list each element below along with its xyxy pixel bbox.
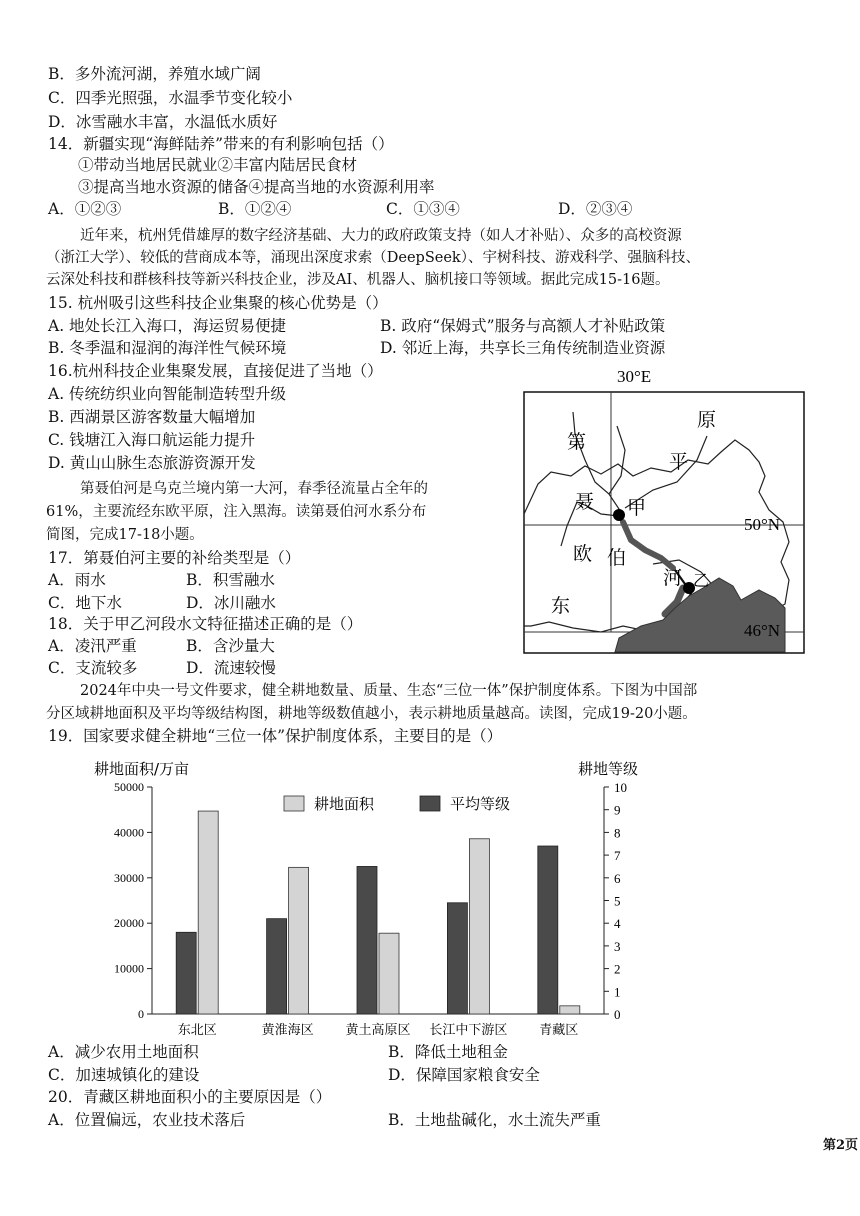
x-tick-label: 长江中下游区 [429, 1023, 508, 1038]
q16-option-a: A. 传统纺织业向智能制造转型升级 [48, 385, 287, 403]
chart-ylabel: 耕地面积/万亩 [94, 760, 190, 778]
legend-label-grade: 平均等级 [450, 795, 511, 813]
y2-tick-label: 6 [614, 870, 621, 886]
q13-option-c: C．四季光照强，水温季节变化较小 [48, 89, 293, 107]
q17-stem: 17．第聂伯河主要的补给类型是（） [48, 549, 301, 567]
char-yi: 乙 [693, 571, 710, 590]
q17-option-c: C．地下水 [48, 594, 122, 612]
passage-dn-line3: 简图，完成17-18小题。 [46, 527, 204, 543]
q18-option-a: A．凌汛严重 [48, 637, 137, 655]
q17-option-d: D．冰川融水 [186, 594, 276, 612]
legend-swatch-grade [420, 796, 440, 811]
passage-dn-line2: 61%，主要流经东欧平原，注入黑海。读第聂伯河水系分布 [46, 504, 427, 520]
q20-stem: 20．青藏区耕地面积小的主要原因是（） [48, 1088, 332, 1106]
q14-stem: 14．新疆实现“海鲜陆养”带来的有利影响包括（） [48, 135, 394, 153]
q14-option-c: C．①③④ [386, 200, 460, 218]
char-ping: 平 [669, 451, 689, 473]
q15-stem: 15. 杭州吸引这些科技企业集聚的核心优势是（） [48, 294, 388, 312]
char-di: 第 [567, 431, 587, 453]
bar-area [379, 933, 399, 1014]
y2-tick-label: 3 [614, 938, 621, 954]
bar-grade [176, 932, 196, 1014]
q17-option-a: A．雨水 [48, 571, 106, 589]
q19-option-b: B．降低土地租金 [388, 1043, 508, 1061]
passage-farm-line2: 分区域耕地面积及平均等级结构图，耕地等级数值越小，表示耕地质量越高。读图，完成19-20小题。 [46, 706, 697, 722]
dnieper-river-map [523, 364, 805, 654]
q14-option-a: A．①②③ [48, 200, 122, 218]
q20-option-a: A．位置偏远，农业技术落后 [48, 1111, 246, 1129]
y-tick-label: 10000 [114, 961, 144, 976]
chart-y2label: 耕地等级 [578, 760, 639, 778]
q19-option-c: C．加速城镇化的建设 [48, 1066, 200, 1084]
char-jia: 甲 [627, 497, 647, 519]
x-tick-label: 黄土高原区 [345, 1023, 411, 1038]
q14-items-line1: ①带动当地居民就业②丰富内陆居民食材 [78, 156, 358, 174]
page-number: 第2页 [822, 1138, 858, 1153]
char-ou: 欧 [573, 543, 593, 565]
q19-option-d: D．保障国家粮食安全 [388, 1066, 540, 1084]
farmland-chart [48, 752, 660, 1052]
bar-area [469, 839, 489, 1014]
point-jia [613, 509, 625, 521]
bar-grade [357, 866, 377, 1014]
q14-option-d: D．②③④ [558, 200, 633, 218]
x-tick-label: 黄淮海区 [261, 1023, 314, 1038]
y2-tick-label: 0 [614, 1007, 621, 1022]
q18-option-b: B．含沙量大 [186, 637, 275, 655]
passage-dn-line1: 第聂伯河是乌克兰境内第一大河，春季径流量占全年的 [80, 481, 428, 497]
y-tick-label: 50000 [114, 780, 144, 794]
q17-option-b: B．积雪融水 [186, 571, 275, 589]
lat-46n-label: 46°N [744, 621, 781, 640]
bar-area [289, 867, 309, 1014]
passage-hz-line3: 云深处科技和群核科技等新兴科技企业，涉及AI、机器人、脑机接口等领域。据此完成15-16题。 [46, 272, 670, 288]
q20-option-b: B．土地盐碱化，水土流失严重 [388, 1111, 601, 1129]
y2-tick-label: 9 [614, 802, 621, 818]
q15-option-b: B. 政府“保姆式”服务与高额人才补贴政策 [380, 317, 666, 335]
y2-tick-label: 1 [614, 984, 621, 1000]
bar-grade [538, 846, 558, 1014]
y2-tick-label: 8 [614, 825, 621, 841]
bar-area [198, 811, 218, 1014]
q18-option-d: D．流速较慢 [186, 659, 276, 677]
char-dong: 东 [551, 595, 571, 617]
q13-option-d: D．冰雪融水丰富，水温低水质好 [48, 113, 278, 131]
q16-option-c: C. 钱塘江入海口航运能力提升 [48, 431, 256, 449]
y2-tick-label: 5 [614, 893, 621, 909]
char-nie: 聂 [575, 491, 595, 513]
y-tick-label: 40000 [114, 825, 144, 840]
q15-option-a: A. 地处长江入海口，海运贸易便捷 [48, 317, 287, 335]
q19-option-a: A．减少农用土地面积 [48, 1043, 199, 1061]
passage-farm-line1: 2024年中央一号文件要求，健全耕地数量、质量、生态“三位一体”保护制度体系。下图为中国部 [80, 683, 698, 699]
q16-option-b: B. 西湖景区游客数量大幅增加 [48, 408, 256, 426]
y-tick-label: 20000 [114, 916, 144, 931]
bar-area [560, 1006, 580, 1014]
char-bo: 伯 [607, 547, 627, 569]
legend-label-area: 耕地面积 [314, 795, 375, 813]
char-yuan: 原 [697, 409, 717, 431]
y2-tick-label: 4 [614, 916, 621, 932]
bar-grade [267, 919, 287, 1014]
y2-tick-label: 2 [614, 961, 621, 977]
passage-hz-line1: 近年来，杭州凭借雄厚的数字经济基础、大力的政府政策支持（如人才补贴）、众多的高校资源 [80, 228, 682, 244]
q19-stem: 19．国家要求健全耕地“三位一体”保护制度体系，主要目的是（） [48, 727, 503, 745]
y-tick-label: 0 [138, 1007, 144, 1021]
lon-label: 30°E [617, 367, 652, 386]
passage-hz-line2: （浙江大学）、较低的营商成本等，涌现出深度求索（DeepSeek）、宇树科技、游戏科学、强脑科技、 [46, 250, 700, 266]
char-he: 河 [663, 567, 683, 589]
y2-tick-label: 7 [614, 848, 621, 864]
q14-items-line2: ③提高当地水资源的储备④提高当地的水资源利用率 [78, 178, 435, 196]
q16-stem: 16.杭州科技企业集聚发展，直接促进了当地（） [48, 362, 383, 380]
q13-option-b: B．多外流河湖，养殖水域广阔 [48, 65, 261, 83]
x-tick-label: 青藏区 [539, 1023, 579, 1038]
q14-option-b: B．①②④ [218, 200, 292, 218]
bar-grade [447, 903, 467, 1014]
y-tick-label: 30000 [114, 870, 144, 885]
q16-option-d: D. 黄山山脉生态旅游资源开发 [48, 454, 256, 472]
q15-option-d: D. 邻近上海，共享长三角传统制造业资源 [380, 339, 666, 357]
legend-swatch-area [284, 796, 304, 811]
lat-50n-label: 50°N [744, 515, 781, 534]
q18-stem: 18．关于甲乙河段水文特征描述正确的是（） [48, 615, 363, 633]
q15-option-c: B. 冬季温和湿润的海洋性气候环境 [48, 339, 287, 357]
q18-option-c: C．支流较多 [48, 659, 138, 677]
x-tick-label: 东北区 [177, 1023, 217, 1038]
y2-tick-label: 10 [614, 780, 627, 795]
